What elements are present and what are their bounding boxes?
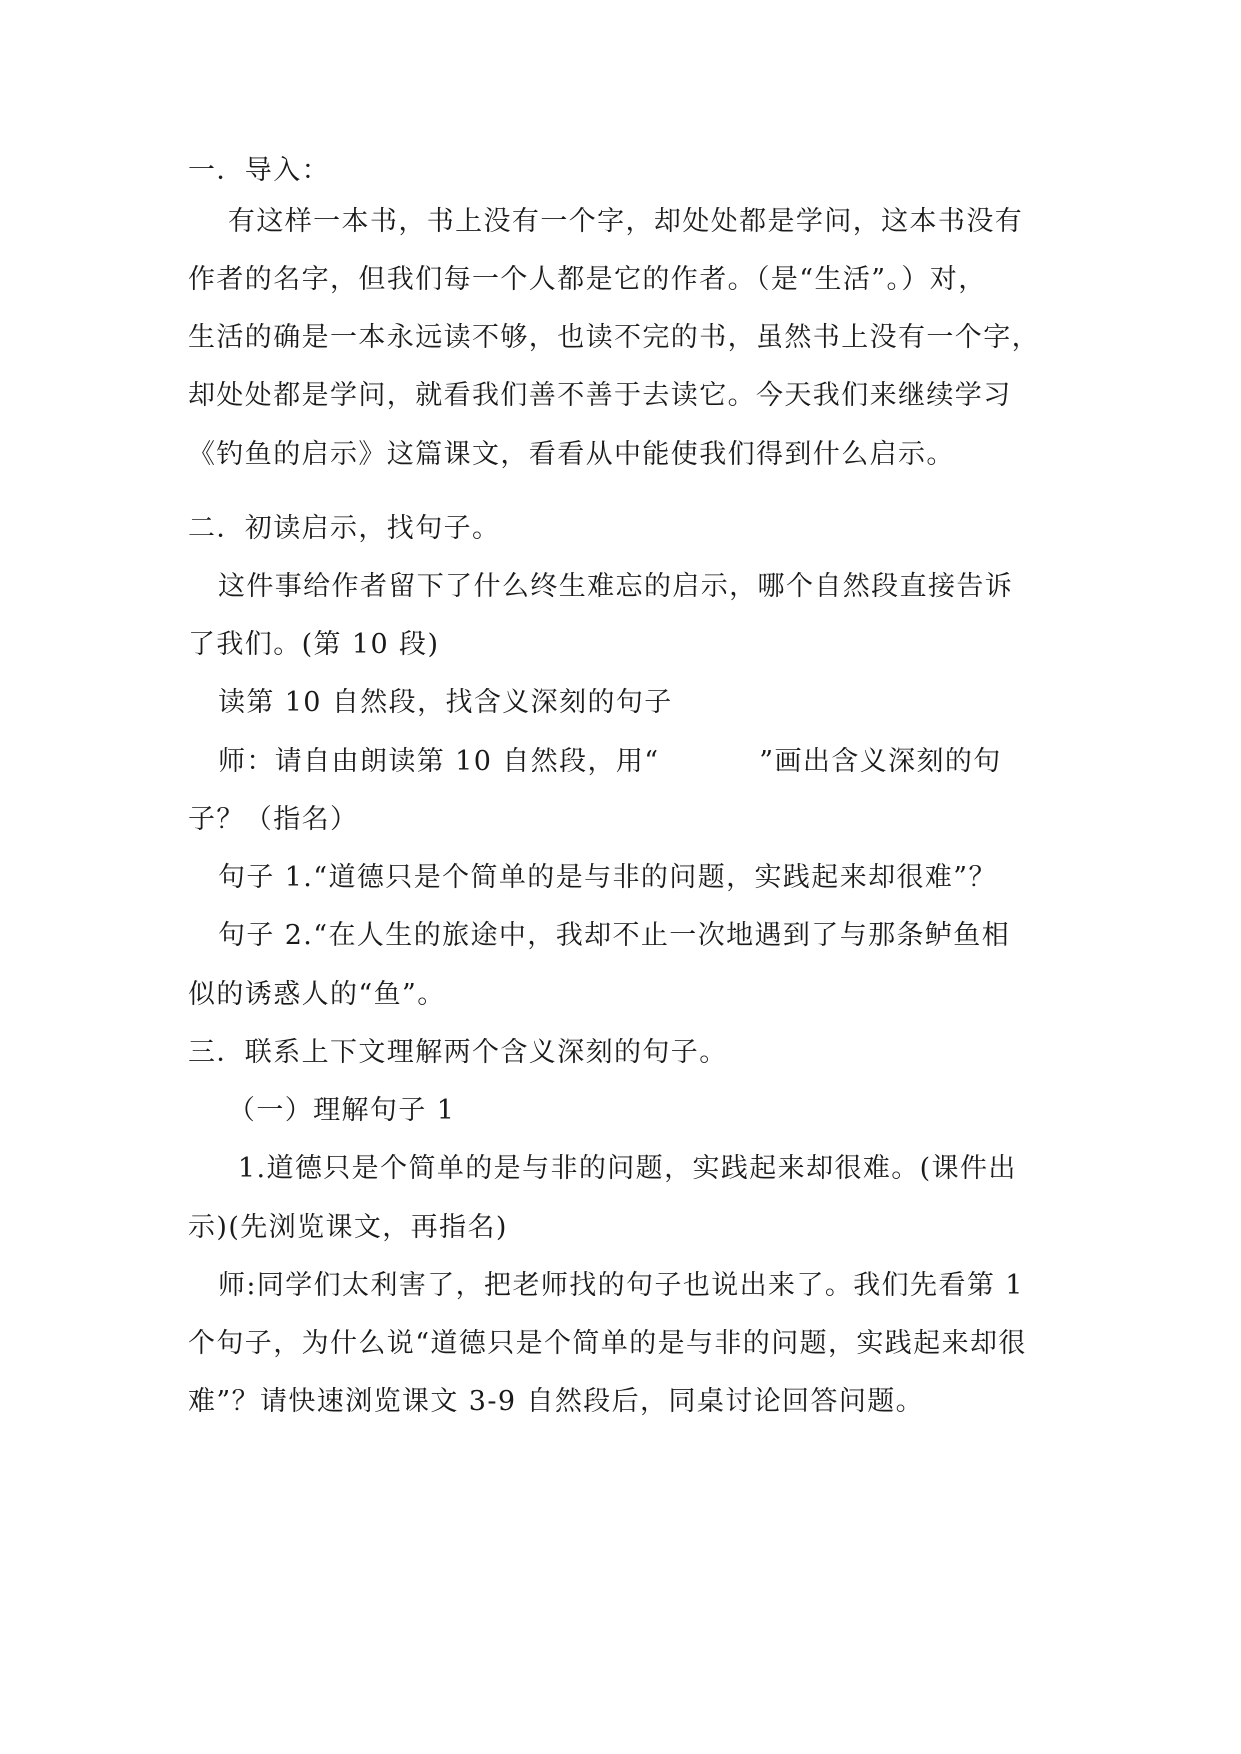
paragraph-line: 《钓鱼的启示》这篇课文，看看从中能使我们得到什么启示。: [188, 439, 955, 470]
paragraph-line: 1.道德只是个简单的是与非的问题，实践起来却很难。(课件出: [188, 1153, 1017, 1184]
paragraph-line: 示)(先浏览课文，再指名): [188, 1212, 508, 1243]
paragraph-line: 似的诱惑人的“鱼”。: [188, 979, 446, 1010]
paragraph-line: 生活的确是一本永远读不够，也读不完的书，虽然书上没有一个字，: [188, 322, 1040, 353]
heading-understand-sentences: 三．联系上下文理解两个含义深刻的句子。: [188, 1037, 728, 1068]
paragraph-line: 了我们。(第 10 段): [188, 629, 440, 660]
paragraph-line: 有这样一本书，书上没有一个字，却处处都是学问，这本书没有: [188, 206, 1024, 237]
paragraph-line: 却处处都是学问，就看我们善不善于去读它。今天我们来继续学习: [188, 380, 1012, 411]
paragraph-line: 这件事给作者留下了什么终生难忘的启示，哪个自然段直接告诉: [188, 571, 1014, 602]
heading-introduction: 一．导入：: [188, 155, 330, 186]
subheading-sentence-1: （一）理解句子 1: [188, 1095, 456, 1126]
paragraph-line: 读第 10 自然段，找含义深刻的句子: [188, 687, 673, 718]
paragraph-line: 子？（指名）: [188, 804, 359, 835]
paragraph-line: 难”？请快速浏览课文 3-9 自然段后，同桌讨论回答问题。: [188, 1386, 925, 1417]
heading-first-reading: 二．初读启示，找句子。: [188, 513, 501, 544]
paragraph-line: 句子 2.“在人生的旅途中，我却不止一次地遇到了与那条鲈鱼相: [188, 920, 1011, 951]
paragraph-line: 句子 1.“道德只是个简单的是与非的问题，实践起来却很难”？: [188, 862, 997, 893]
paragraph-line: 师：请自由朗读第 10 自然段，用“ ”画出含义深刻的句: [188, 746, 1002, 777]
paragraph-line: 个句子，为什么说“道德只是个简单的是与非的问题，实践起来却很: [188, 1328, 1027, 1359]
paragraph-line: 作者的名字，但我们每一个人都是它的作者。（是“生活”。）对，: [188, 264, 987, 295]
paragraph-line: 师:同学们太利害了，把老师找的句子也说出来了。我们先看第 1: [188, 1270, 1024, 1301]
